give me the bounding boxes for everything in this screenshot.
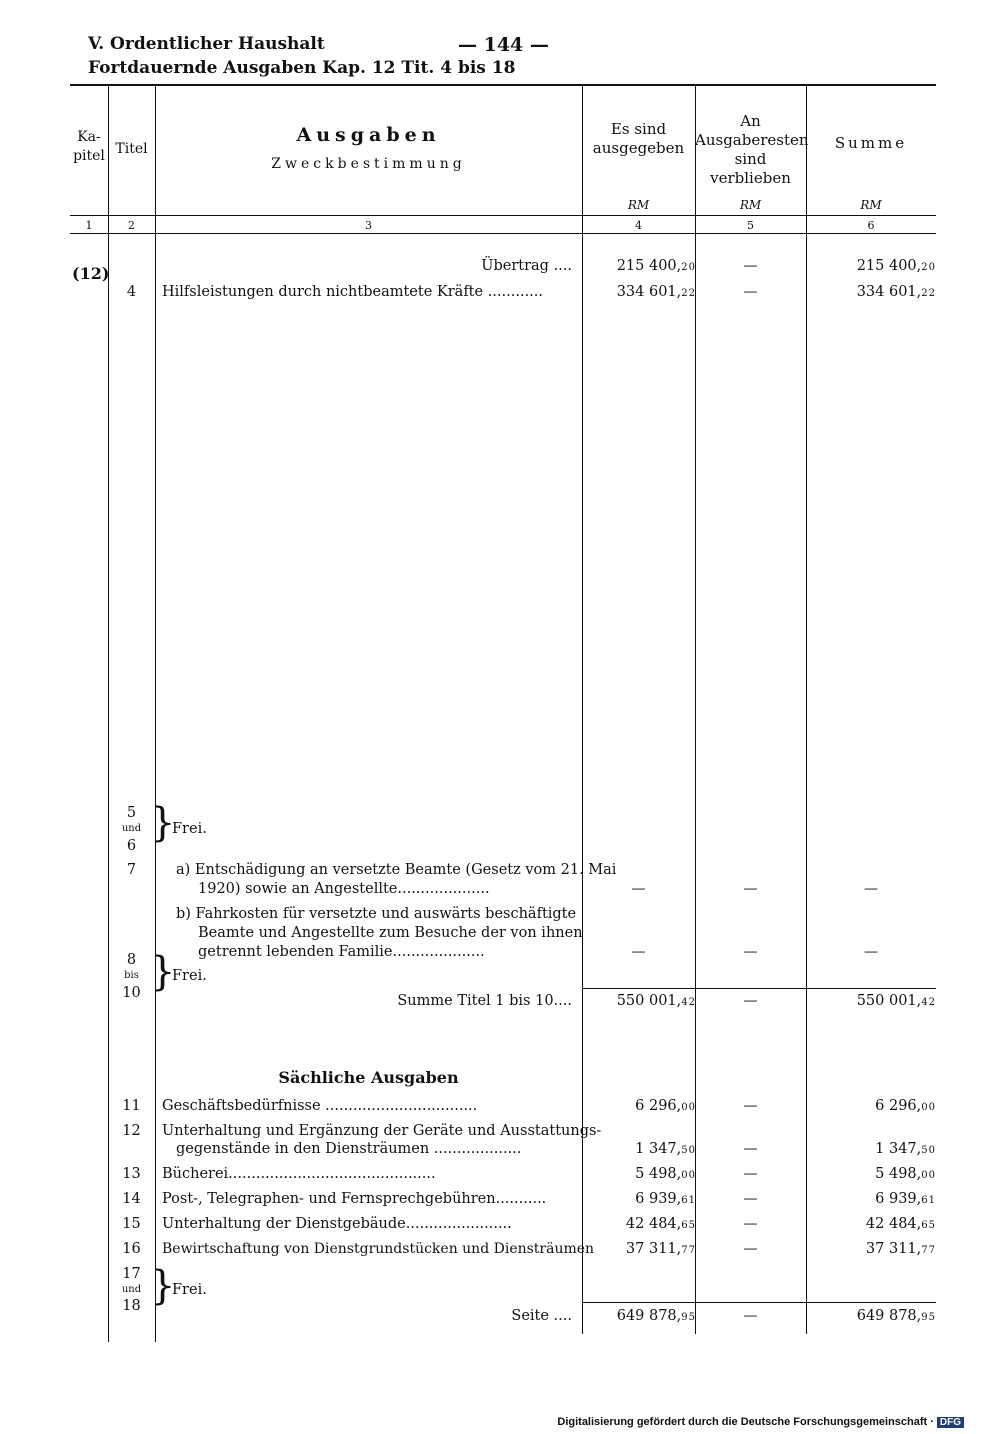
row-14-summe: 6 939,61: [875, 1191, 936, 1207]
row-16-text: Bewirtschaftung von Dienstgrundstücken und Diensträumen: [162, 1241, 595, 1257]
row-uebertrag-summe: 215 400,20: [856, 258, 936, 274]
row-12-summe: 1 347,50: [875, 1141, 936, 1157]
section-title: V. Ordentlicher Haushalt: [88, 34, 325, 54]
row-summe-ausgegeben: 550 001,42: [616, 993, 696, 1009]
row-15-ausgegeben: 42 484,65: [625, 1216, 696, 1232]
col-divider-2: [155, 84, 156, 1342]
row-14-ausgegeben: 6 939,61: [635, 1191, 696, 1207]
row-14-titel: 14: [122, 1191, 141, 1207]
row-8-10-text: Frei.: [172, 968, 207, 984]
section-heading: Sächliche Ausgaben: [278, 1068, 459, 1087]
row-15-titel: 15: [122, 1216, 141, 1232]
col-header-summe: Summe: [834, 134, 908, 152]
row-4-text: Hilfsleistungen durch nichtbeamtete Kräfte ............: [162, 284, 544, 300]
row-14-text: Post-, Telegraphen- und Fernsprechgebühren...........: [162, 1191, 547, 1207]
row-5-6-titel-b: 6: [126, 838, 137, 854]
currency-label-6: RM: [860, 198, 882, 212]
row-summe-summe: 550 001,42: [856, 993, 936, 1009]
col-number-5: 5: [747, 219, 754, 232]
col-header-ausgaben: Ausgaben: [296, 124, 441, 146]
col-number-1: 1: [85, 219, 93, 232]
col-header-ausgegeben: Es sind ausgegeben: [592, 120, 685, 157]
row-11-text: Geschäftsbedürfnisse .................................: [162, 1098, 478, 1114]
col-number-2: 2: [128, 219, 135, 232]
col-number-3: 3: [365, 219, 372, 232]
footer-text: Digitalisierung gefördert durch die Deutsche Forschungsgemeinschaft ·: [557, 1416, 934, 1428]
row-17-18-text: Frei.: [172, 1282, 207, 1298]
row-7a-ausgegeben: —: [631, 881, 646, 897]
row-uebertrag-reste: —: [743, 258, 758, 274]
row-7b-ausgegeben: —: [631, 944, 646, 960]
row-11-titel: 11: [122, 1098, 141, 1114]
page-number: — 144 —: [458, 34, 549, 56]
col-number-4: 4: [635, 219, 642, 232]
page-subtitle: Fortdauernde Ausgaben Kap. 12 Tit. 4 bis 18: [88, 58, 516, 78]
col-header-ausgabereste: An Ausgaberesten sind verblieben: [695, 112, 809, 187]
row-seite-ausgegeben: 649 878,95: [616, 1308, 696, 1324]
footer-credit: [557, 1416, 964, 1428]
summe-rule: [582, 988, 936, 989]
row-7-a-line1: a) Entschädigung an versetzte Beamte (Gesetz vom 21. Mai: [176, 862, 617, 878]
row-13-text: Bücherei.............................................: [162, 1166, 436, 1182]
row-summe-text: Summe Titel 1 bis 10....: [397, 993, 572, 1009]
row-11-ausgegeben: 6 296,00: [635, 1098, 696, 1114]
row-12-ausgegeben: 1 347,50: [635, 1141, 696, 1157]
row-7a-summe: —: [864, 881, 878, 897]
row-7-b-line3: getrennt lebenden Familie....................: [198, 944, 485, 960]
dfg-logo: DFG: [937, 1417, 964, 1428]
row-13-ausgegeben: 5 498,00: [635, 1166, 696, 1182]
row-15-text: Unterhaltung der Dienstgebäude.......................: [162, 1216, 512, 1232]
row-13-titel: 13: [122, 1166, 141, 1182]
row-11-summe: 6 296,00: [875, 1098, 936, 1114]
currency-label-4: RM: [627, 198, 650, 212]
row-16-titel: 16: [122, 1241, 141, 1257]
seite-rule: [582, 1302, 936, 1303]
row-4-titel: 4: [126, 284, 137, 300]
row-17-18-titel-und: und: [121, 1284, 142, 1295]
row-7b-summe: —: [864, 944, 878, 960]
col-divider-3: [582, 84, 583, 1334]
col-number-6: 6: [867, 219, 875, 232]
row-12-text-line2: gegenstände in den Diensträumen ...................: [176, 1141, 522, 1157]
brace-icon: }: [150, 1263, 176, 1309]
row-17-18-titel-a: 17: [122, 1266, 141, 1282]
row-15-reste: —: [743, 1216, 758, 1232]
row-4-reste: —: [743, 284, 758, 300]
currency-label-5: RM: [739, 198, 762, 212]
row-16-summe: 37 311,77: [865, 1241, 936, 1257]
row-11-reste: —: [743, 1098, 758, 1114]
row-5-6-titel-a: 5: [126, 805, 137, 821]
row-8-10-titel-bis: bis: [124, 970, 139, 981]
row-7-titel: 7: [126, 862, 137, 878]
col-header-zweckbestimmung: Zweckbestimmung: [271, 156, 466, 172]
row-16-reste: —: [743, 1241, 758, 1257]
row-13-reste: —: [743, 1166, 758, 1182]
kapitel-label: (12): [72, 264, 110, 283]
row-5-6-titel-und: und: [121, 823, 142, 834]
row-7a-reste: —: [743, 881, 758, 897]
row-5-6-text: Frei.: [172, 821, 207, 837]
row-4-summe: 334 601,22: [856, 284, 936, 300]
brace-icon: }: [150, 800, 176, 846]
row-13-summe: 5 498,00: [875, 1166, 936, 1182]
row-7-b-line1: b) Fahrkosten für versetzte und auswärts beschäftigte: [176, 906, 577, 922]
row-8-10-titel-b: 10: [122, 985, 141, 1001]
row-seite-reste: —: [743, 1308, 758, 1324]
row-7-a-line2: 1920) sowie an Angestellte....................: [198, 881, 490, 897]
row-17-18-titel-b: 18: [122, 1298, 141, 1314]
row-7-b-line2: Beamte und Angestellte zum Besuche der von ihnen: [198, 925, 583, 941]
row-7b-reste: —: [743, 944, 758, 960]
row-12-text-line1: Unterhaltung und Ergänzung der Geräte und Ausstattungs-: [162, 1123, 602, 1139]
row-4-ausgegeben: 334 601,22: [616, 284, 696, 300]
col-header-kapitel: Ka- pitel: [73, 129, 105, 164]
row-seite-text: Seite ....: [511, 1308, 572, 1324]
row-12-reste: —: [743, 1141, 758, 1157]
row-seite-summe: 649 878,95: [856, 1308, 936, 1324]
row-15-summe: 42 484,65: [865, 1216, 936, 1232]
brace-icon: }: [150, 949, 176, 995]
row-summe-reste: —: [743, 993, 758, 1009]
row-uebertrag-ausgegeben: 215 400,20: [616, 258, 696, 274]
row-uebertrag-text: Übertrag ....: [481, 258, 572, 274]
row-16-ausgegeben: 37 311,77: [625, 1241, 696, 1257]
col-divider-5: [806, 84, 807, 1334]
row-12-titel: 12: [122, 1123, 141, 1139]
row-14-reste: —: [743, 1191, 758, 1207]
col-header-titel: Titel: [115, 141, 148, 157]
row-8-10-titel-a: 8: [126, 952, 137, 968]
